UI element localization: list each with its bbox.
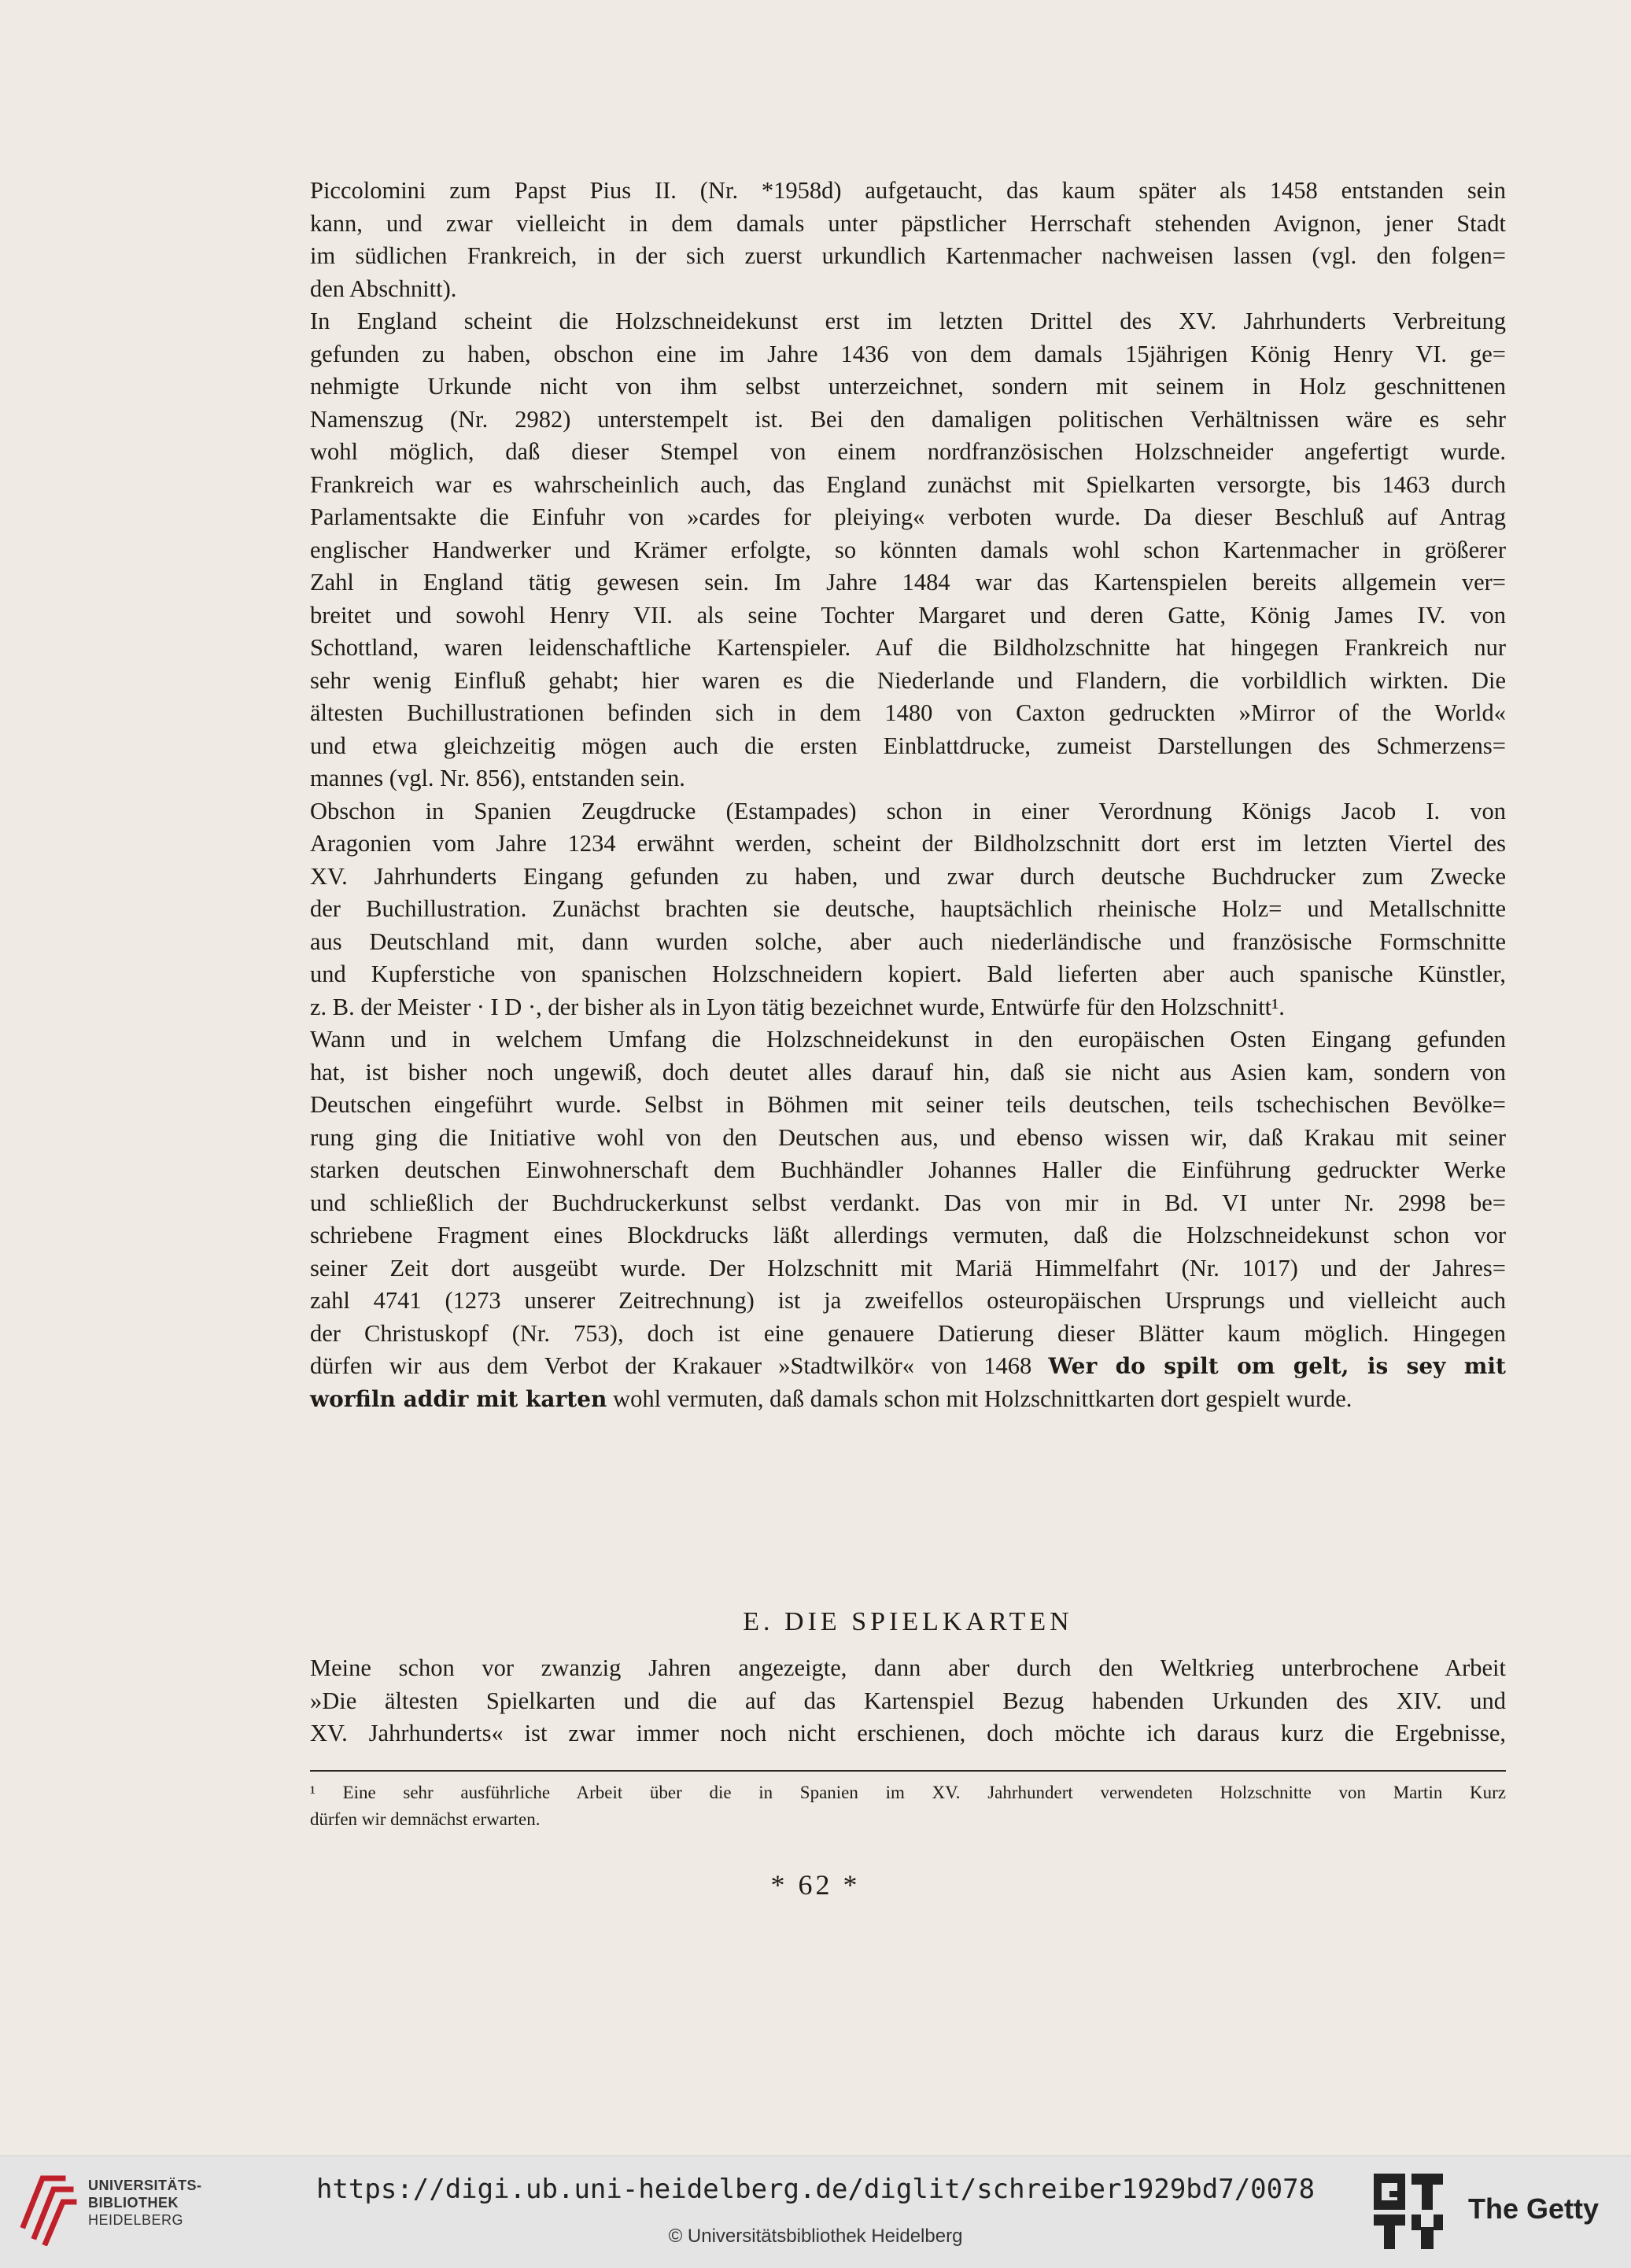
text-line: nehmigte Urkunde nicht von ihm selbst unterzeichnet, sondern mit seinem in Holz geschnittenen: [310, 373, 1506, 400]
text-line: der Buchillustration. Zunächst brachten sie deutsche, hauptsächlich rheinische Holz= und Metallschnitte: [310, 895, 1506, 922]
text-line: Piccolomini zum Papst Pius II. (Nr. *1958d) aufgetaucht, das kaum später als 1458 entstanden sein: [310, 177, 1506, 204]
text-line: dürfen wir demnächst erwarten.: [310, 1809, 541, 1829]
text-line: Schottland, waren leidenschaftliche Kartenspieler. Auf die Bildholzschnitte hat hingegen Frankreich nur: [310, 634, 1506, 661]
blackletter-quote: worfiln addir mit karten: [310, 1385, 607, 1412]
text-line: In England scheint die Holzschneidekunst erst im letzten Drittel des XV. Jahrhunderts Verbreitung: [310, 308, 1506, 334]
copyright-notice: © Universitätsbibliothek Heidelberg: [668, 2226, 963, 2247]
section-heading: E. DIE SPIELKARTEN: [743, 1607, 1073, 1636]
text-line: Zahl in England tätig gewesen sein. Im Jahre 1484 war das Kartenspielen bereits allgemein ver=: [310, 569, 1506, 596]
text-line: Deutschen eingeführt wurde. Selbst in Böhmen mit seiner teils deutschen, teils tschechischen Bevölke=: [310, 1091, 1506, 1118]
text-span: wohl vermuten, daß damals schon mit Holzschnittkarten dort gespielt wurde.: [613, 1385, 1352, 1412]
text-line: schriebene Fragment eines Blockdrucks läßt allerdings vermuten, daß die Holzschneidekunst schon vor: [310, 1222, 1506, 1248]
footnote: [310, 1779, 1506, 1833]
text-line: mannes (vgl. Nr. 856), entstanden sein.: [310, 765, 685, 791]
text-line: den Abschnitt).: [310, 275, 457, 302]
text-line: der Christuskopf (Nr. 753), doch ist eine genauere Datierung dieser Blätter kaum möglich. Hingegen: [310, 1319, 1506, 1347]
text-line: seiner Zeit dort ausgeübt wurde. Der Holzschnitt mit Mariä Himmelfahrt (Nr. 1017) und der Jahres=: [310, 1254, 1506, 1282]
text-line: Frankreich war es wahrscheinlich auch, das England zunächst mit Spielkarten versorgte, bis 1463 durch: [310, 470, 1506, 498]
text-line: englischer Handwerker und Krämer erfolgte, so könnten damals wohl schon Kartenmacher in größerer: [310, 536, 1506, 563]
page-number: * 62 *: [770, 1869, 861, 1901]
text-line: »Die ältesten Spielkarten und die auf das Kartenspiel Bezug habenden Urkunden des XIV. und: [310, 1687, 1506, 1714]
text-line: [310, 1383, 1506, 1416]
text-line: Wann und in welchem Umfang die Holzschneidekunst in den europäischen Osten Eingang gefunden: [310, 1026, 1506, 1053]
text-line: hat, ist bisher noch ungewiß, doch deutet alles darauf hin, daß sie nicht aus Asien kam, sondern von: [310, 1058, 1506, 1086]
library-name: UNIVERSITÄTS- BIBLIOTHEK HEIDELBERG: [88, 2178, 202, 2228]
text-line: zahl 4741 (1273 unserer Zeitrechnung) ist ja zweifellos osteuropäischen Ursprungs und vielleicht auch: [310, 1287, 1506, 1314]
text-line: starken deutschen Einwohnerschaft dem Buchhändler Johannes Haller die Einführung gedruckter Werke: [310, 1156, 1506, 1183]
footer-bar: [0, 2156, 1631, 2268]
text-line: Meine schon vor zwanzig Jahren angezeigte, dann aber durch den Weltkrieg unterbrochene Arbeit: [310, 1654, 1506, 1681]
text-line: [310, 1350, 1506, 1383]
text-line: ältesten Buchillustrationen befinden sich in dem 1480 von Caxton gedruckten »Mirror of the World«: [310, 699, 1506, 726]
text-line: aus Deutschland mit, dann wurden solche, aber auch niederländische und französische Formschnitte: [310, 927, 1506, 955]
section-text: [310, 1652, 1506, 1750]
text-line: im südlichen Frankreich, in der sich zuerst urkundlich Kartenmacher nachweisen lassen (vgl. den folgen=: [310, 242, 1506, 269]
blackletter-quote: Wer do spilt om gelt, is sey mit: [1048, 1353, 1506, 1379]
text-line: Namenszug (Nr. 2982) unterstempelt ist. Bei den damaligen politischen Verhältnissen wäre es sehr: [310, 405, 1506, 433]
text-line: breitet und sowohl Henry VII. als seine Tochter Margaret und deren Gatte, König James IV. von: [310, 601, 1506, 629]
text-line: XV. Jahrhunderts Eingang gefunden zu haben, und zwar durch deutsche Buchdrucker zum Zwecke: [310, 862, 1506, 890]
text-line: rung ging die Initiative wohl von den Deutschen aus, und ebenso wissen wir, daß Krakau mit seiner: [310, 1123, 1506, 1151]
text-line: ¹ Eine sehr ausführliche Arbeit über die in Spanien im XV. Jahrhundert verwendeten Holzschnitte von Martin Kurz: [310, 1783, 1506, 1802]
text-line: sehr wenig Einfluß gehabt; hier waren es die Niederlande und Flandern, die vorbildlich wirkten. Die: [310, 666, 1506, 694]
text-line: wohl möglich, daß dieser Stempel von einem nordfranzösischen Holzschneider angefertigt wurde.: [310, 438, 1506, 465]
getty-logo-icon[interactable]: [1372, 2172, 1446, 2251]
text-line: Aragonien vom Jahre 1234 erwähnt werden, scheint der Bildholzschnitt dort erst im letzten Viertel des: [310, 830, 1506, 857]
text-line: und Kupferstiche von spanischen Holzschneidern kopiert. Bald lieferten aber auch spanische Künstler,: [310, 961, 1506, 987]
text-line: XV. Jahrhunderts« ist zwar immer noch nicht erschienen, doch möchte ich daraus kurz die Ergebnisse,: [310, 1720, 1506, 1746]
text-line: und etwa gleichzeitig mögen auch die ersten Einblattdrucke, zumeist Darstellungen des Schmerzens=: [310, 732, 1506, 759]
body-text: [310, 175, 1506, 1415]
text-span: dürfen wir aus dem Verbot der Krakauer »Stadtwilkör« von 1468: [310, 1352, 1032, 1379]
getty-label: The Getty: [1468, 2192, 1600, 2225]
text-line: gefunden zu haben, obschon eine im Jahre 1436 von dem damals 15jährigen König Henry VI. ge=: [310, 340, 1506, 367]
permalink-url[interactable]: https://digi.ub.uni-heidelberg.de/diglit/schreiber1929bd7/0078: [315, 2174, 1316, 2205]
text-line: Obschon in Spanien Zeugdrucke (Estampades) schon in einer Verordnung Königs Jacob I. von: [310, 797, 1506, 824]
text-line: z. B. der Meister · I D ·, der bisher als in Lyon tätig bezeichnet wurde, Entwürfe für den Holzschnitt¹.: [310, 993, 1285, 1020]
text-line: kann, und zwar vielleicht in dem damals unter päpstlicher Herrschaft stehenden Avignon, jener Stadt: [310, 209, 1506, 237]
footnote-rule: [310, 1770, 1506, 1772]
text-line: und schließlich der Buchdruckerkunst selbst verdankt. Das von mir in Bd. VI unter Nr. 2998 be=: [310, 1189, 1506, 1216]
text-line: Parlamentsakte die Einfuhr von »cardes for pleiying« verboten wurde. Da dieser Beschluß auf Antrag: [310, 503, 1506, 530]
